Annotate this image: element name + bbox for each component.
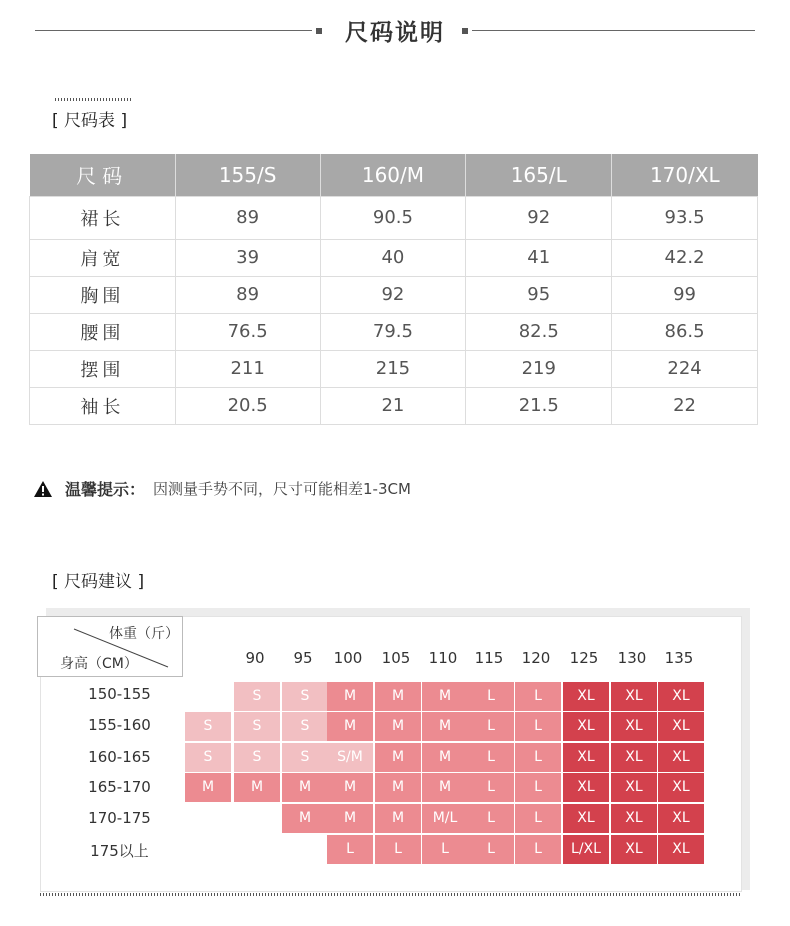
size-cell: L <box>468 682 514 711</box>
advice-dotted-rule <box>40 893 742 896</box>
measure-value: 41 <box>466 239 612 276</box>
size-cell: L <box>468 804 514 833</box>
size-cell: S/M <box>327 743 373 772</box>
size-cell: M <box>422 743 468 772</box>
page-title: 尺码说明 <box>345 20 445 46</box>
size-col-header: 155/S <box>175 154 320 196</box>
size-cell: S <box>234 682 280 711</box>
measure-label: 袖长 <box>30 387 176 424</box>
size-cell: S <box>185 712 231 741</box>
measure-value: 90.5 <box>320 196 466 239</box>
header-rule-right <box>472 30 755 31</box>
height-row-label: 155-160 <box>88 716 151 734</box>
size-col-header: 尺码 <box>30 154 176 196</box>
measure-value: 86.5 <box>612 313 758 350</box>
section-dotted-rule <box>55 98 131 101</box>
measure-value: 21.5 <box>466 387 612 424</box>
size-cell: XL <box>611 743 657 772</box>
size-cell: M <box>422 712 468 741</box>
size-table-row <box>30 196 758 239</box>
measure-value: 22 <box>612 387 758 424</box>
size-cell: L <box>327 835 373 864</box>
size-table-row <box>30 313 758 350</box>
measure-value: 42.2 <box>612 239 758 276</box>
size-advice-title: [ 尺码建议 ] <box>52 572 145 592</box>
measure-value: 211 <box>175 350 320 387</box>
measure-value: 76.5 <box>175 313 320 350</box>
size-cell: XL <box>658 712 704 741</box>
size-cell: M <box>327 804 373 833</box>
measure-value: 93.5 <box>612 196 758 239</box>
weight-header: 90 <box>245 649 265 667</box>
measure-value: 95 <box>466 276 612 313</box>
weight-header: 130 <box>617 649 647 667</box>
size-cell: M <box>422 682 468 711</box>
size-cell: M <box>185 773 231 802</box>
height-axis-label: 身高（CM） <box>60 656 138 672</box>
size-table-header <box>30 154 758 196</box>
size-cell: M/L <box>422 804 468 833</box>
weight-header: 120 <box>521 649 551 667</box>
height-row-label: 175以上 <box>90 842 149 860</box>
warning-icon <box>33 480 53 498</box>
size-cell: M <box>375 773 421 802</box>
size-cell: L <box>515 835 561 864</box>
size-cell: M <box>375 743 421 772</box>
size-cell: M <box>375 712 421 741</box>
measure-value: 219 <box>466 350 612 387</box>
height-row-label: 160-165 <box>88 748 151 766</box>
size-col-header: 165/L <box>466 154 612 196</box>
weight-header: 135 <box>664 649 694 667</box>
measure-label: 摆围 <box>30 350 176 387</box>
size-cell: L <box>515 712 561 741</box>
measure-label: 肩宽 <box>30 239 176 276</box>
measure-value: 39 <box>175 239 320 276</box>
size-cell: S <box>282 712 328 741</box>
measure-value: 92 <box>320 276 466 313</box>
size-cell: XL <box>563 773 609 802</box>
size-cell: XL <box>658 743 704 772</box>
size-cell: M <box>422 773 468 802</box>
size-cell: XL <box>563 743 609 772</box>
measure-label: 胸围 <box>30 276 176 313</box>
size-table-row <box>30 276 758 313</box>
measure-label: 裙长 <box>30 196 176 239</box>
size-cell: L <box>375 835 421 864</box>
measure-value: 99 <box>612 276 758 313</box>
size-cell: L <box>468 743 514 772</box>
measure-value: 20.5 <box>175 387 320 424</box>
weight-header: 100 <box>333 649 363 667</box>
size-cell: XL <box>658 682 704 711</box>
size-cell: L <box>468 773 514 802</box>
size-cell: L <box>515 804 561 833</box>
measure-value: 89 <box>175 196 320 239</box>
size-cell: S <box>282 682 328 711</box>
size-cell: XL <box>563 804 609 833</box>
size-cell: M <box>375 804 421 833</box>
size-cell: M <box>327 773 373 802</box>
size-table-title: [ 尺码表 ] <box>52 111 128 131</box>
size-cell: M <box>282 804 328 833</box>
size-cell: L <box>468 712 514 741</box>
measure-value: 40 <box>320 239 466 276</box>
weight-header: 110 <box>428 649 458 667</box>
weight-header: 105 <box>381 649 411 667</box>
measure-value: 92 <box>466 196 612 239</box>
size-cell: M <box>234 773 280 802</box>
size-cell: S <box>234 712 280 741</box>
size-cell: XL <box>611 804 657 833</box>
measure-value: 224 <box>612 350 758 387</box>
size-table-row <box>30 239 758 276</box>
size-cell: L/XL <box>563 835 609 864</box>
size-cell: XL <box>563 712 609 741</box>
measure-label: 腰围 <box>30 313 176 350</box>
size-cell: L <box>468 835 514 864</box>
measure-value: 79.5 <box>320 313 466 350</box>
size-cell: M <box>375 682 421 711</box>
size-cell: S <box>282 743 328 772</box>
size-col-header: 170/XL <box>612 154 758 196</box>
header-rule-left <box>35 30 312 31</box>
weight-axis-label: 体重（斤） <box>109 626 179 642</box>
size-cell: XL <box>611 773 657 802</box>
tip-line <box>33 477 411 500</box>
height-row-label: 165-170 <box>88 778 151 796</box>
size-cell: XL <box>611 682 657 711</box>
size-cell: XL <box>611 712 657 741</box>
weight-header: 115 <box>474 649 504 667</box>
height-row-label: 150-155 <box>88 685 151 703</box>
size-cell: M <box>327 712 373 741</box>
measure-value: 215 <box>320 350 466 387</box>
size-cell: L <box>515 682 561 711</box>
axis-corner-box <box>37 616 183 677</box>
size-cell: XL <box>658 804 704 833</box>
size-cell: XL <box>658 773 704 802</box>
tip-label: 温馨提示： <box>65 480 146 499</box>
size-cell: XL <box>658 835 704 864</box>
weight-header: 125 <box>569 649 599 667</box>
size-cell: M <box>282 773 328 802</box>
tip-text: 因测量手势不同，尺寸可能相差1-3CM <box>153 480 411 498</box>
size-table-row <box>30 387 758 424</box>
size-cell: L <box>515 773 561 802</box>
size-cell: L <box>515 743 561 772</box>
header-square-right <box>462 28 468 34</box>
size-cell: S <box>234 743 280 772</box>
size-col-header: 160/M <box>320 154 466 196</box>
weight-header: 95 <box>293 649 313 667</box>
size-table <box>29 154 758 425</box>
measure-value: 82.5 <box>466 313 612 350</box>
size-cell: XL <box>563 682 609 711</box>
measure-value: 21 <box>320 387 466 424</box>
measure-value: 89 <box>175 276 320 313</box>
size-cell: S <box>185 743 231 772</box>
height-row-label: 170-175 <box>88 809 151 827</box>
size-cell: L <box>422 835 468 864</box>
size-table-row <box>30 350 758 387</box>
size-cell: XL <box>611 835 657 864</box>
size-cell: M <box>327 682 373 711</box>
